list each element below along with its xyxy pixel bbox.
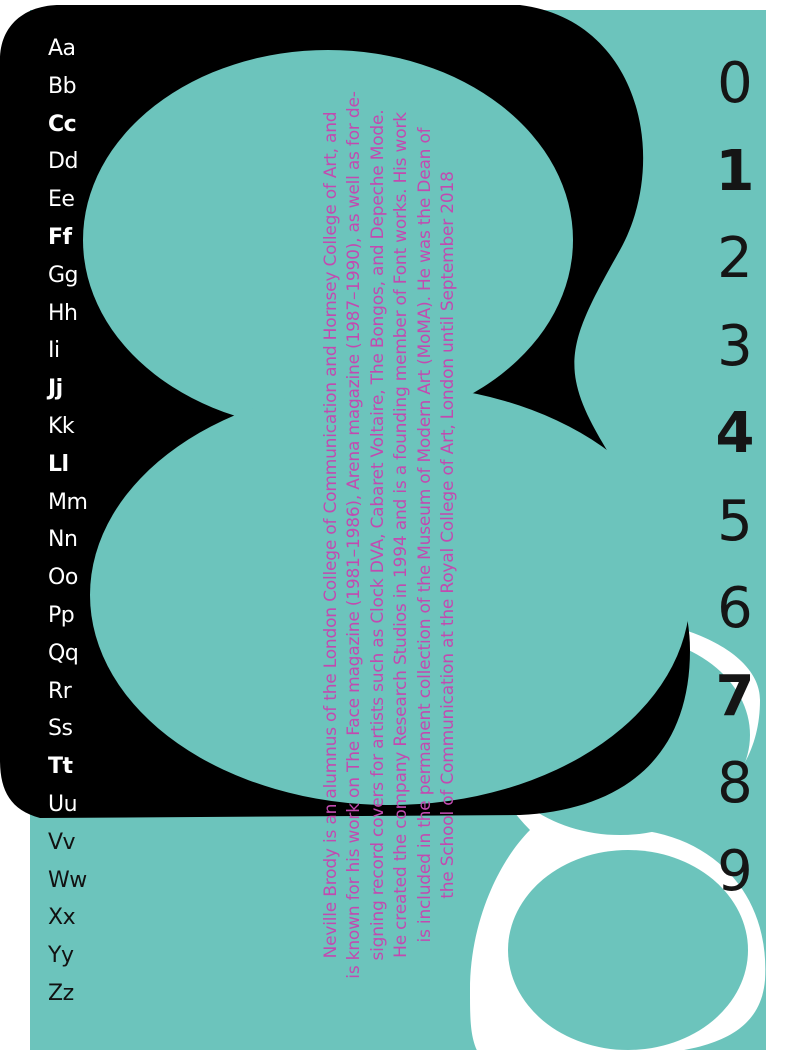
alphabet-pair: Mm	[48, 489, 88, 515]
alphabet-pair: Tt	[48, 754, 73, 780]
numeral: 4	[715, 401, 755, 466]
numeral: 1	[715, 138, 755, 204]
alphabet-pair: Kk	[48, 413, 75, 439]
biography-text-block	[320, 35, 460, 1035]
alphabet-pair: Ii	[48, 338, 60, 364]
alphabet-pair: Rr	[48, 678, 72, 704]
numerals-specimen-list	[700, 40, 770, 915]
alphabet-pair: Ee	[48, 187, 75, 213]
numeral: 8	[717, 751, 753, 816]
alphabet-pair: Dd	[48, 149, 78, 175]
alphabet-pair: Yy	[48, 943, 74, 969]
alphabet-pair: Hh	[48, 300, 78, 326]
white-notch-right	[766, 612, 800, 1056]
alphabet-specimen-list	[48, 30, 87, 1013]
alphabet-pair: Qq	[48, 640, 79, 666]
biography-line: is included in the permanent collection of the Museum of Modern Art (MoMA). He was the Dean of	[414, 127, 435, 943]
numeral: 9	[717, 838, 753, 904]
alphabet-pair: Vv	[48, 829, 76, 855]
alphabet-pair: Jj	[48, 376, 63, 402]
alphabet-pair: Cc	[48, 111, 77, 137]
alphabet-pair: Nn	[48, 527, 78, 553]
alphabet-pair: Bb	[48, 73, 77, 99]
alphabet-pair: Gg	[48, 262, 79, 288]
alphabet-pair: Pp	[48, 602, 75, 628]
biography-line: the School of Communication at the Royal College of Art, London until September 2018	[438, 171, 459, 899]
biography-line: Neville Brody is an alumnus of the London College of Communication and Hornsey College of Art, and	[321, 111, 341, 959]
alphabet-pair: Ll	[48, 451, 69, 477]
alphabet-pair: Oo	[48, 565, 78, 591]
biography-line: signing record covers for artists such as Clock DVA, Cabaret Voltaire, The Bongos, and Depeche Mode.	[367, 109, 388, 961]
numeral: 5	[717, 488, 753, 554]
biography-line: He created the company Research Studios in 1994 and is a founding member of Font works. His work	[391, 112, 412, 958]
alphabet-pair: Aa	[48, 36, 76, 61]
alphabet-pair: Zz	[48, 980, 74, 1006]
numeral: 3	[717, 313, 753, 379]
alphabet-pair: Xx	[48, 905, 76, 931]
alphabet-pair: Uu	[48, 791, 78, 817]
numeral: 2	[717, 226, 753, 291]
biography-line: is known for his work on The Face magazine (1981–1986), Arena magazine (1987–1990), as well as for de-	[344, 91, 365, 979]
numeral: 7	[715, 663, 755, 729]
alphabet-pair: Ss	[48, 716, 73, 742]
alphabet-pair: Ww	[48, 867, 87, 893]
alphabet-pair: Ff	[48, 224, 72, 250]
numeral: 6	[717, 576, 753, 641]
numeral: 0	[717, 51, 753, 116]
